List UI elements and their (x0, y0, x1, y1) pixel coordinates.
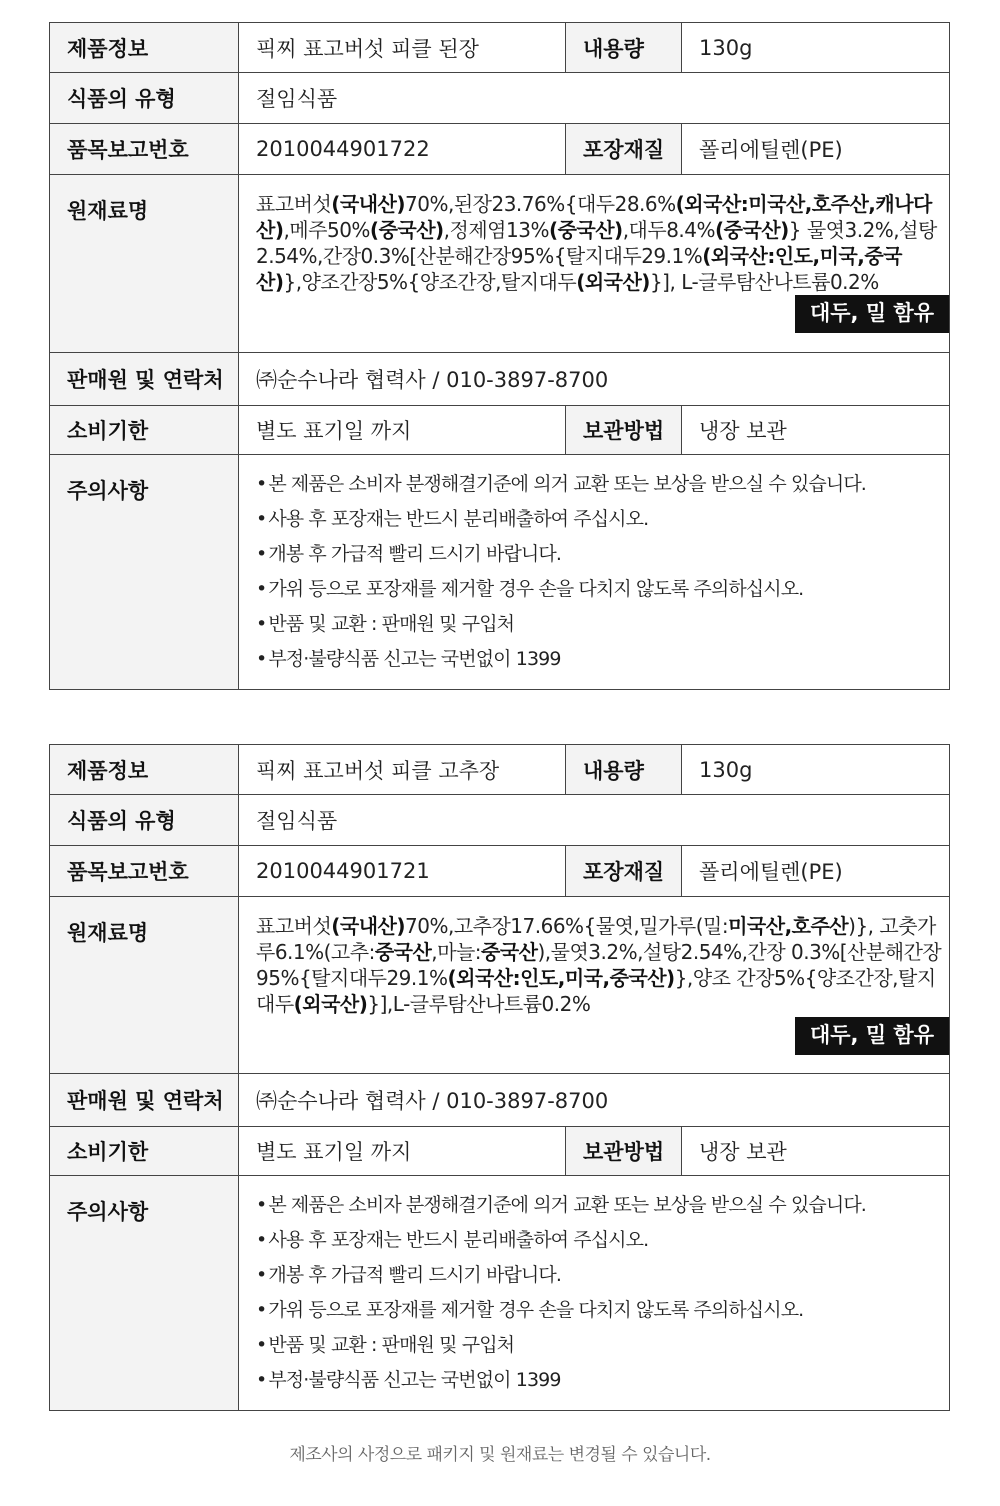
ingredient-origin: 중국산 (374, 940, 432, 964)
volume-value: 130g (682, 23, 950, 73)
ingredient-origin: (중국산) (715, 218, 789, 242)
report-no-value: 2010044901722 (239, 124, 566, 175)
ingredient-origin: 중국산 (481, 940, 538, 964)
packaging-value: 폴리에틸렌(PE) (682, 846, 950, 897)
expiry-value: 별도 표기일 까지 (239, 1127, 566, 1176)
caution-list (239, 455, 949, 689)
ingredient-origin: (외국산) (293, 992, 368, 1016)
caution-item: • 개봉 후 가급적 빨리 드시기 바랍니다. (256, 537, 945, 572)
label-food-type: 식품의 유형 (50, 795, 239, 846)
food-type-value: 절임식품 (239, 795, 950, 846)
label-storage: 보관방법 (566, 1127, 682, 1176)
ingredient-origin: (중국산) (548, 218, 623, 242)
food-type-value: 절임식품 (239, 73, 950, 124)
packaging-value: 폴리에틸렌(PE) (682, 124, 950, 175)
ingredient-text: 표고버섯 (256, 914, 332, 938)
expiry-value: 별도 표기일 까지 (239, 406, 566, 455)
label-packaging: 포장재질 (566, 846, 682, 897)
ingredient-origin: (국내산) (331, 914, 406, 938)
label-caution: 주의사항 (50, 455, 239, 690)
ingredient-origin: (중국산) (369, 218, 444, 242)
label-volume: 내용량 (566, 745, 682, 795)
label-caution: 주의사항 (50, 1176, 239, 1411)
caution-item: • 가위 등으로 포장재를 제거할 경우 손을 다치지 않도록 주의하십시오. (256, 572, 945, 607)
ingredient-text: ,마늘: (431, 940, 482, 964)
caution-cell (239, 1176, 950, 1411)
seller-value: ㈜순수나라 협력사 / 010-3897-8700 (239, 353, 950, 406)
ingredient-text: ,정제염13% (443, 218, 549, 242)
volume-value: 130g (682, 745, 950, 795)
ingredients-text (239, 175, 949, 295)
ingredient-text: ,대두8.4% (622, 218, 716, 242)
caution-item: • 부정·불량식품 신고는 국번없이 1399 (256, 642, 945, 677)
ingredient-text: )}, 고춧가루6.1%(고추: (256, 914, 936, 964)
label-product-info: 제품정보 (50, 745, 239, 795)
label-packaging: 포장재질 (566, 124, 682, 175)
report-no-value: 2010044901721 (239, 846, 566, 897)
label-ingredients: 원재료명 (50, 175, 239, 353)
caution-item: • 개봉 후 가급적 빨리 드시기 바랍니다. (256, 1258, 945, 1293)
ingredient-text: }],L-글루탐산나트륨0.2% (367, 992, 591, 1016)
label-seller: 판매원 및 연락처 (50, 353, 239, 406)
caution-item: • 사용 후 포장재는 반드시 분리배출하여 주십시오. (256, 1223, 945, 1258)
caution-item: • 가위 등으로 포장재를 제거할 경우 손을 다치지 않도록 주의하십시오. (256, 1293, 945, 1328)
ingredient-origin: (국내산) (331, 192, 406, 216)
caution-item: • 사용 후 포장재는 반드시 분리배출하여 주십시오. (256, 502, 945, 537)
label-volume: 내용량 (566, 23, 682, 73)
ingredients-text (239, 897, 949, 1017)
storage-value: 냉장 보관 (682, 1127, 950, 1176)
ingredients-cell (239, 175, 950, 353)
ingredient-origin: (외국산:인도,미국,중국산) (256, 244, 902, 294)
storage-value: 냉장 보관 (682, 406, 950, 455)
label-expiry: 소비기한 (50, 1127, 239, 1176)
product-info-table-gochujang (49, 744, 950, 1411)
label-storage: 보관방법 (566, 406, 682, 455)
caution-item: • 본 제품은 소비자 분쟁해결기준에 의거 교환 또는 보상을 받으실 수 있습니다. (256, 1188, 945, 1223)
ingredient-text: },양조간장5%{양조간장,탈지대두 (283, 270, 577, 294)
label-food-type: 식품의 유형 (50, 73, 239, 124)
label-seller: 판매원 및 연락처 (50, 1074, 239, 1127)
ingredient-text: ,메주50% (283, 218, 370, 242)
ingredient-text: 70%,된장23.76%{대두28.6% (405, 192, 676, 216)
seller-value: ㈜순수나라 협력사 / 010-3897-8700 (239, 1074, 950, 1127)
ingredient-text: },양조 간장5%{양조간장,탈지대두 (256, 966, 936, 1016)
product-name: 픽찌 표고버섯 피클 고추장 (239, 745, 566, 795)
caution-item: • 반품 및 교환 : 판매원 및 구입처 (256, 1328, 945, 1363)
caution-cell (239, 455, 950, 690)
ingredient-text: ),물엿3.2%,설탕2.54%,간장 0.3%[산분해간장95%{탈지대두29.1% (256, 940, 942, 990)
ingredient-origin: (외국산:미국산,호주산,캐나다산) (256, 192, 932, 242)
caution-item: • 부정·불량식품 신고는 국번없이 1399 (256, 1363, 945, 1398)
caution-list (239, 1176, 949, 1410)
label-expiry: 소비기한 (50, 406, 239, 455)
allergen-badge: 대두, 밀 함유 (795, 1017, 949, 1055)
ingredient-text: 표고버섯 (256, 192, 332, 216)
label-report-no: 품목보고번호 (50, 846, 239, 897)
ingredient-origin: (외국산) (576, 270, 650, 294)
caution-item: • 본 제품은 소비자 분쟁해결기준에 의거 교환 또는 보상을 받으실 수 있습니다. (256, 467, 945, 502)
label-report-no: 품목보고번호 (50, 124, 239, 175)
footer-disclaimer: 제조사의 사정으로 패키지 및 원재료는 변경될 수 있습니다. (289, 1445, 711, 1465)
ingredient-origin: 미국산,호주산 (728, 914, 849, 938)
ingredient-text: }], L-글루탐산나트륨0.2% (649, 270, 879, 294)
ingredient-text: } 물엿3.2%,설탕2.54%,간장0.3%[산분해간장95%{탈지대두29.1% (256, 218, 937, 268)
allergen-badge: 대두, 밀 함유 (795, 295, 949, 333)
product-info-table-doenjang (49, 22, 950, 690)
label-ingredients: 원재료명 (50, 897, 239, 1074)
label-product-info: 제품정보 (50, 23, 239, 73)
ingredients-cell (239, 897, 950, 1074)
product-name: 픽찌 표고버섯 피클 된장 (239, 23, 566, 73)
ingredient-origin: (외국산:인도,미국,중국산) (447, 966, 675, 990)
caution-item: • 반품 및 교환 : 판매원 및 구입처 (256, 607, 945, 642)
ingredient-text: 70%,고추장17.66%{물엿,밀가루(밀: (405, 914, 729, 938)
